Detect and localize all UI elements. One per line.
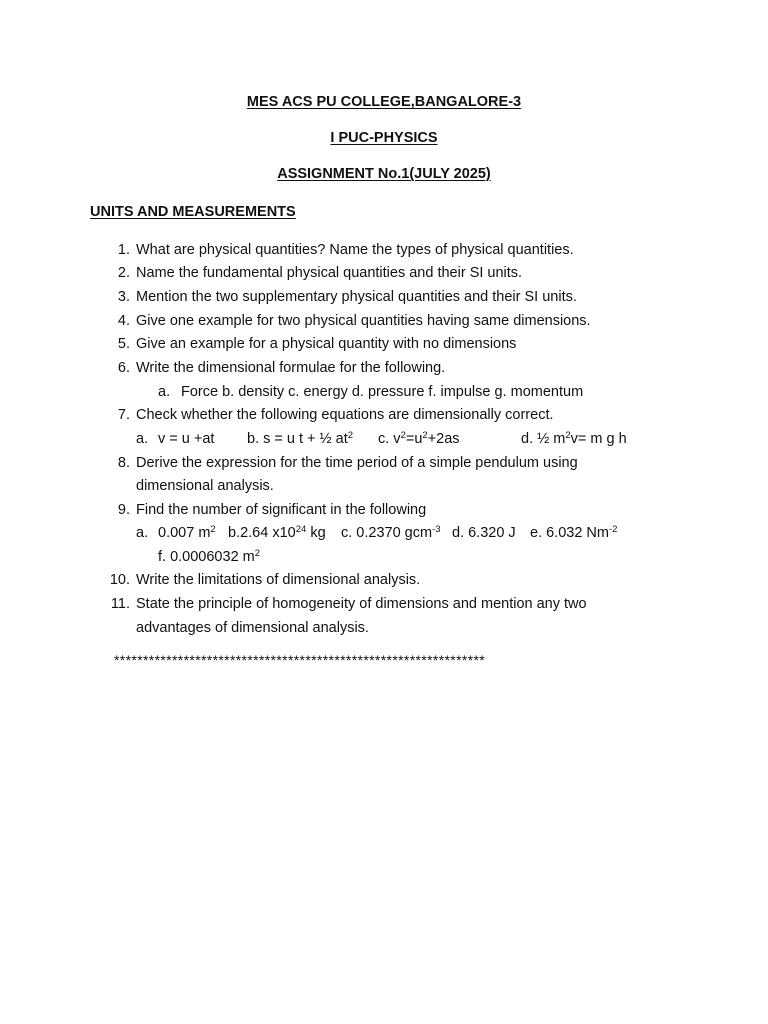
question-6-sub [0,380,768,404]
question-number: 8. [117,455,130,471]
question-5 [0,332,768,356]
equation-b-text: b. s = u t + ½ at [247,431,348,447]
item-c-text: c. 0.2370 gcm [341,525,433,541]
question-1 [0,238,768,262]
question-number: 11. [110,596,130,612]
question-text: Write the limitations of dimensional analysis. [136,572,421,588]
question-text: Find the number of significant in the following [136,502,427,518]
section-title: UNITS AND MEASUREMENTS [90,204,296,220]
question-number: 7. [117,407,130,423]
question-text: What are physical quantities? Name the types of physical quantities. [136,242,574,258]
question-text: Give an example for a physical quantity with no dimensions [136,336,517,352]
equation-b [247,427,353,451]
question-7 [0,403,768,427]
question-11-cont [0,616,768,640]
item-f-text: f. 0.0006032 m [158,549,255,565]
superscript: -2 [609,524,618,535]
equation-d-text: v= m g h [570,431,627,447]
question-3 [0,285,768,309]
question-number: 1. [117,242,130,258]
superscript: 24 [295,524,307,535]
superscript: 2 [422,430,428,441]
question-number: 2. [117,265,130,281]
question-number: 3. [117,289,130,305]
question-number: 9. [117,502,130,518]
subject-title: I PUC-PHYSICS [330,130,438,146]
question-text-continued: dimensional analysis. [136,478,274,494]
equation-c-text: =u [405,431,423,447]
question-4 [0,309,768,333]
equation-a: v = u +at [158,431,215,447]
item-b-unit: kg [306,525,326,541]
question-text: Mention the two supplementary physical quantities and their SI units. [136,289,577,305]
question-text: Derive the expression for the time period of a simple pendulum using [136,455,578,471]
superscript: 2 [400,430,406,441]
item-e [530,521,617,545]
item-b-text: b.2.64 x10 [228,525,296,541]
footer-divider-stars: **************************************************************** [114,652,486,668]
superscript: 2 [347,430,354,441]
equation-c-text: c. v [378,431,401,447]
superscript: 2 [565,430,571,441]
question-11 [0,592,768,616]
assignment-title: ASSIGNMENT No.1(JULY 2025) [277,166,491,182]
item-e-text: e. 6.032 Nm [530,525,609,541]
question-text: Give one example for two physical quantities having same dimensions. [136,313,591,329]
sub-label: a. [136,431,149,447]
question-text: Check whether the following equations are dimensionally correct. [136,407,554,423]
item-b [228,521,326,545]
sub-label: a. [136,525,149,541]
equation-d [521,427,627,451]
item-a-text: 0.007 m [158,525,211,541]
question-6 [0,356,768,380]
item-f [158,545,260,569]
question-7-equations [0,427,768,451]
question-text: Name the fundamental physical quantities and their SI units. [136,265,523,281]
question-9 [0,498,768,522]
question-10 [0,568,768,592]
superscript: 2 [254,548,261,559]
superscript: 2 [210,524,216,535]
equation-c-text: +2as [427,431,460,447]
question-8 [0,451,768,475]
question-number: 10. [109,572,130,588]
equation-c [378,427,460,451]
question-text: Write the dimensional formulae for the following. [136,360,446,376]
college-title: MES ACS PU COLLEGE,BANGALORE-3 [246,94,522,110]
question-9-items-cont [0,545,768,569]
item-d: d. 6.320 J [452,525,516,541]
question-number: 5. [117,336,130,352]
question-9-items [0,521,768,545]
question-number: 6. [117,360,130,376]
superscript: -3 [432,524,441,535]
item-c [341,521,441,545]
question-text: State the principle of homogeneity of dimensions and mention any two [136,596,587,612]
sub-label: a. [158,384,171,400]
equation-d-text: d. ½ m [521,431,566,447]
question-8-cont [0,474,768,498]
question-text-continued: advantages of dimensional analysis. [136,620,369,636]
question-2 [0,261,768,285]
item-a [158,521,216,545]
question-number: 4. [117,313,130,329]
sub-text: Force b. density c. energy d. pressure f. impulse g. momentum [181,384,584,400]
